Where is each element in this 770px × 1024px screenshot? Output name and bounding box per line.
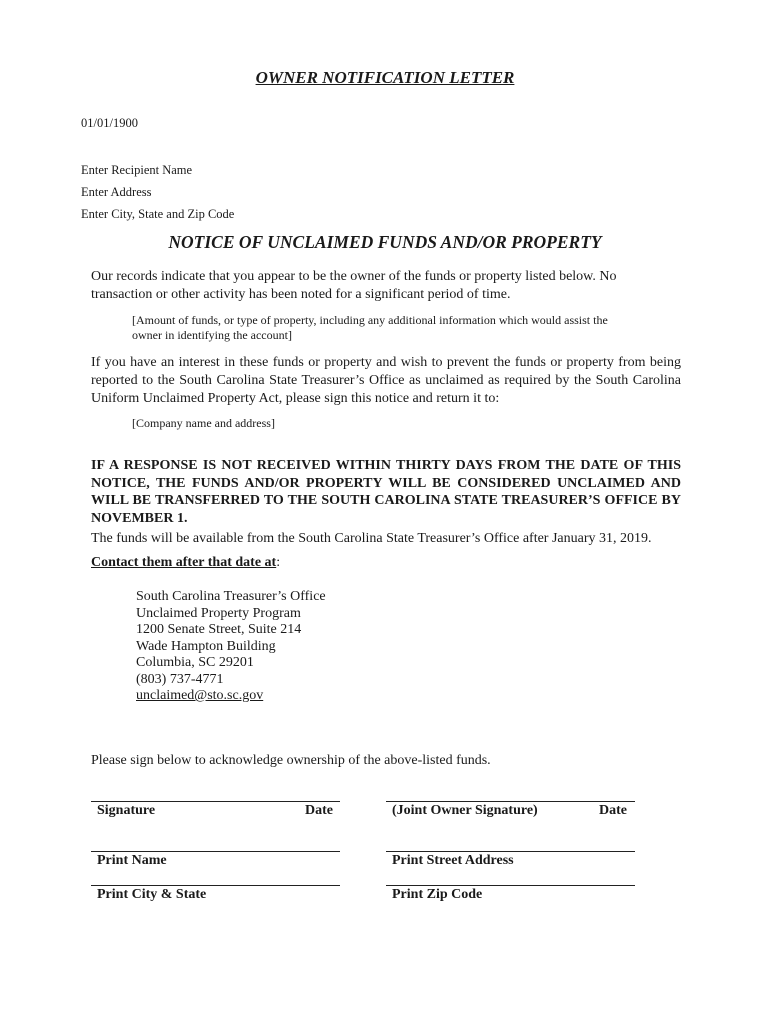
joint-signature-line[interactable] (386, 801, 635, 802)
notice-title: NOTICE OF UNCLAIMED FUNDS AND/OR PROPERTY (168, 232, 602, 252)
print-name-label: Print Name (97, 853, 167, 868)
date-label: Date (305, 803, 333, 818)
company-placeholder: [Company name and address] (132, 416, 275, 430)
print-name-line[interactable] (91, 851, 340, 852)
office-city: Columbia, SC 29201 (136, 655, 254, 670)
signature-label: Signature (97, 803, 156, 818)
availability-paragraph: The funds will be available from the South Carolina State Treasurer’s Office after January 31, 2019. (91, 531, 652, 546)
signature-line[interactable] (91, 801, 340, 802)
contact-label (91, 555, 280, 571)
joint-signature-label: (Joint Owner Signature) (392, 803, 538, 818)
warning-paragraph: IF A RESPONSE IS NOT RECEIVED WITHIN THIRTY DAYS FROM THE DATE OF THIS NOTICE, THE FUNDS AND/OR PROPERTY WILL BE CONSIDERED UNCLAIMED AND WILL BE TRANSFERRED TO THE SOUTH CAROLINA STATE TREASURER’S OFFICE BY NOVEMBER 1. (91, 458, 681, 526)
office-email-link[interactable]: unclaimed@sto.sc.gov (136, 688, 264, 703)
letter-date: 01/01/1900 (81, 116, 138, 130)
office-address (136, 589, 326, 705)
print-street-line[interactable] (386, 851, 635, 852)
print-zip-line[interactable] (386, 885, 635, 886)
office-street: 1200 Senate Street, Suite 214 (136, 622, 302, 637)
sign-instruction: Please sign below to acknowledge ownership of the above-listed funds. (91, 753, 491, 768)
print-street-label: Print Street Address (392, 853, 514, 868)
contact-colon: : (276, 555, 281, 570)
recipient-city-state-zip: Enter City, State and Zip Code (81, 207, 235, 221)
office-program: Unclaimed Property Program (136, 605, 301, 621)
print-city-line[interactable] (91, 885, 340, 886)
amount-placeholder: [Amount of funds, or type of property, including any additional information which would assist the owner in identifying the account] (132, 313, 608, 342)
office-phone: (803) 737-4771 (136, 671, 224, 687)
print-zip-label: Print Zip Code (392, 887, 483, 902)
intro-paragraph: Our records indicate that you appear to be the owner of the funds or property listed below. No transaction or other activity has been noted for a significant period of time. (91, 269, 617, 302)
joint-date-label: Date (599, 803, 627, 818)
contact-label-text: Contact them after that date at (91, 555, 277, 570)
office-building: Wade Hampton Building (136, 638, 276, 654)
recipient-name: Enter Recipient Name (81, 163, 193, 177)
print-city-state-label: Print City & State (97, 887, 207, 902)
interest-paragraph: If you have an interest in these funds or property and wish to prevent the funds or property from being reported to the South Carolina State Treasurer’s Office as unclaimed as required by the South Carolina Uniform Unclaimed Property Act, please sign this notice and return it to: (91, 355, 681, 406)
recipient-address: Enter Address (81, 185, 152, 199)
letter-title: OWNER NOTIFICATION LETTER (255, 68, 515, 87)
office-name: South Carolina Treasurer’s Office (136, 589, 326, 604)
